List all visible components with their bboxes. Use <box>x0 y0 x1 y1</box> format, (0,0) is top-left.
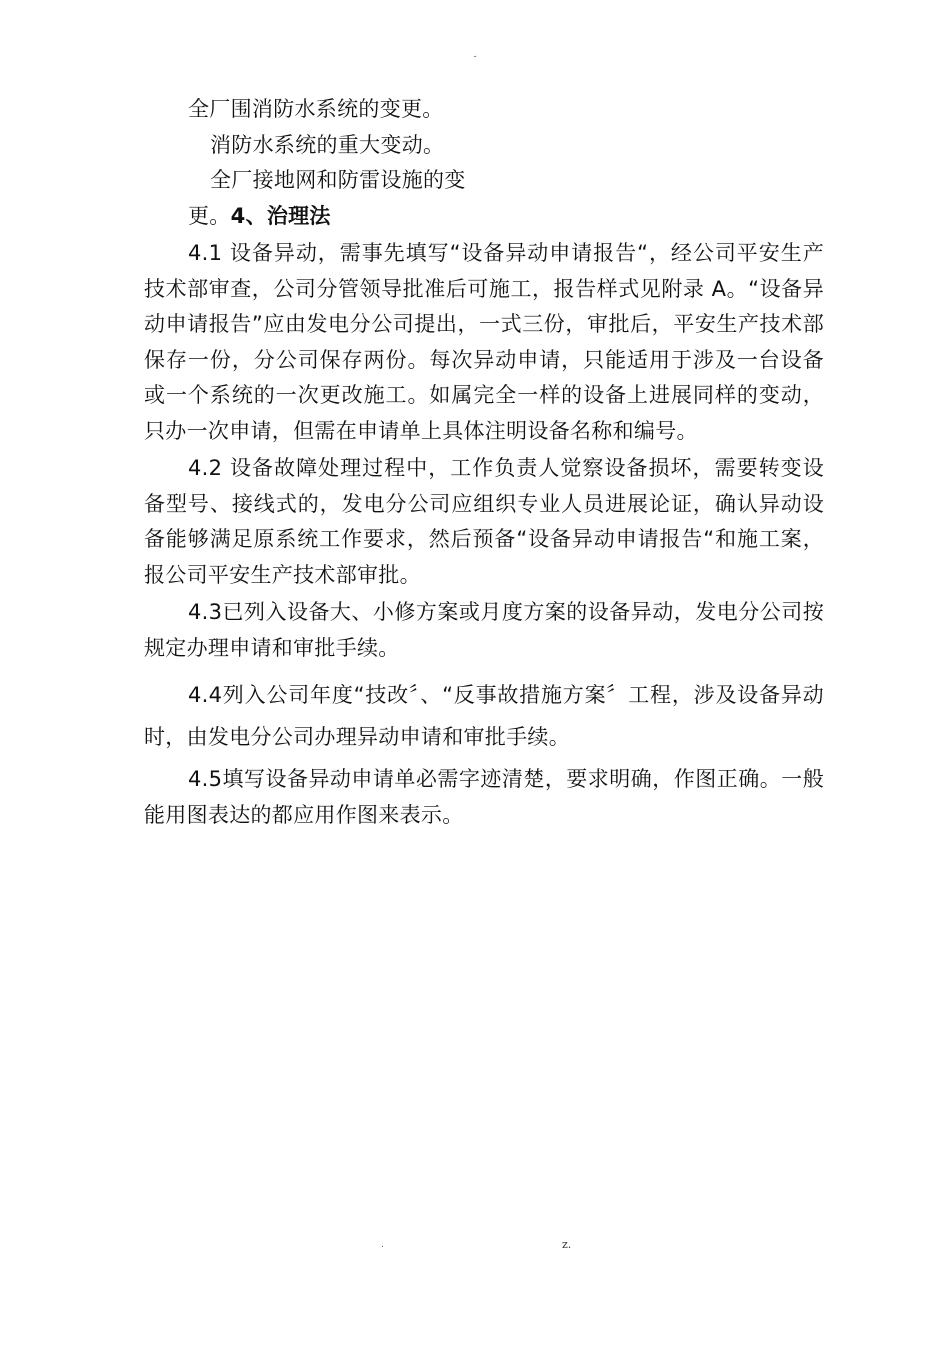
text-line-fire-water-major: 消防水系统的重大变动。 <box>210 132 445 157</box>
paragraph-4-4: 4.4列入公司年度“技改〞、“反事故措施方案〞工程，涉及设备异动时，由发电分公司办理异动申请和审批手续。 <box>144 683 824 749</box>
footer-left-mark: . <box>381 1240 384 1250</box>
section-heading-line <box>144 199 824 235</box>
text-line-grounding-text: 全厂接地网和防雷设施的变 <box>210 168 466 192</box>
section-heading: 4、治理法 <box>230 203 331 228</box>
paragraph-4-5: 4.5填写设备异动申请单必需字迹清楚，要求明确，作图正确。一般能用图表达的都应用作图来表示。 <box>144 767 824 827</box>
header-mark: - <box>473 52 477 62</box>
text-line-fire-water-change: 全厂围消防水系统的变更。 <box>188 97 444 121</box>
paragraph-4-2: 4.2 设备故障处理过程中，工作负责人觉察设备损坏，需要转变设备型号、接线式的，发电分公司应组织专业人员进展论证，确认异动设备能够满足原系统工作要求，然后预备“设备异动申请报告“和施工案，报公司平安生产技术部审批。 <box>144 456 824 587</box>
paragraph-4-1: 4.1 设备异动，需事先填写“设备异动申请报告“，经公司平安生产技术部审查，公司分管领导批准后可施工，报告样式见附录 A。“设备异动申请报告”应由发电分公司提出，一式三份，审批后，平安生产技术部保存一份，分公司保存两份。每次异动申请，只能适用于涉及一台设备或一个系统的一次更改施工。如属完全一样的设备上进展同样的变动，只办一次申请，但需在申请单上具体注明设备名称和编号。 <box>144 241 824 443</box>
paragraph-4-3: 4.3已列入设备大、小修方案或月度方案的设备异动，发电分公司按规定办理申请和审批手续。 <box>144 600 824 660</box>
text-line-grounding <box>144 163 824 199</box>
heading-prefix: 更。 <box>188 203 231 228</box>
footer-right-mark: z. <box>562 1238 572 1251</box>
document-body <box>144 92 824 833</box>
